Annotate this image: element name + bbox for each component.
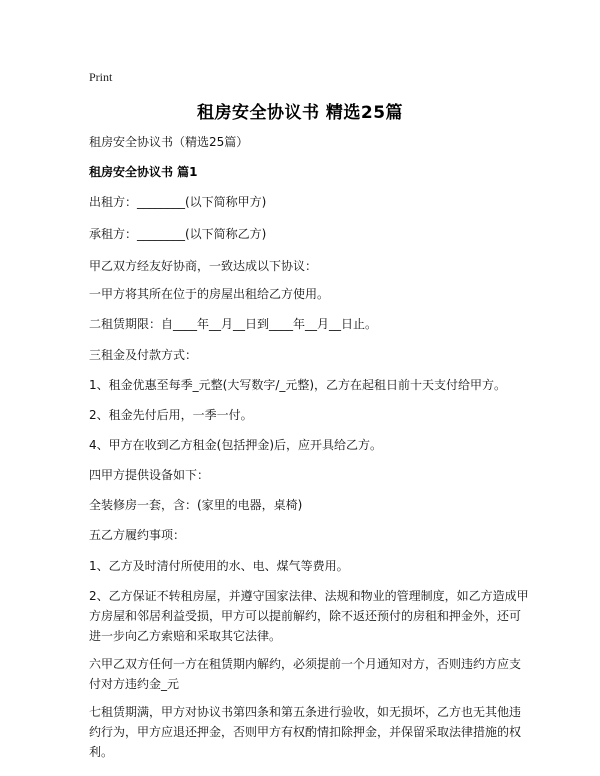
paragraph: 1、租金优惠至每季_元整(大写数字/_元整)，乙方在起租日前十天支付给甲方。: [89, 378, 507, 392]
paragraph: 五乙方履约事项：: [89, 528, 186, 542]
paragraph: 2、乙方保证不转租房屋，并遵守国家法律、法规和物业的管理制度，如乙方造成甲方房屋和邻居利益受损，甲方可以提前解约，除不返还预付的房租和押金外，还可进一步向乙方索赔和采取其它法律。: [89, 589, 529, 643]
paragraph: 租房安全协议书（精选25篇）: [89, 135, 249, 149]
paragraph: 一甲方将其所在位于的房屋出租给乙方使用。: [89, 287, 330, 301]
paragraph: 甲乙双方经友好协商，一致达成以下协议：: [89, 259, 318, 273]
section-heading: 租房安全协议书 篇1: [89, 165, 198, 179]
paragraph: 承租方：________(以下简称乙方): [89, 227, 267, 241]
print-label: Print: [89, 70, 113, 84]
paragraph: 2、租金先付后用，一季一付。: [89, 408, 253, 422]
page-title: 租房安全协议书 精选25篇: [196, 103, 404, 123]
paragraph: 三租金及付款方式：: [89, 348, 198, 362]
paragraph: 4、甲方在收到乙方租金(包括押金)后，应开具给乙方。: [89, 438, 383, 452]
paragraph: 全装修房一套，含：(家里的电器，桌椅): [89, 498, 303, 512]
paragraph: 1、乙方及时清付所使用的水、电、煤气等费用。: [89, 559, 349, 573]
paragraph: 七租赁期满，甲方对协议书第四条和第五条进行验收，如无损坏，乙方也无其他违约行为，甲方应退还押金，否则甲方有权酌情扣除押金，并保留采取法律措施的权利。: [89, 705, 522, 759]
document-body: [89, 132, 529, 762]
paragraph: 出租方：________(以下简称甲方): [89, 195, 267, 209]
paragraph: 四甲方提供设备如下：: [89, 468, 210, 482]
paragraph: 六甲乙双方任何一方在租赁期内解约，必须提前一个月通知对方，否则违约方应支付对方违约金_元: [89, 657, 522, 691]
paragraph: 二租赁期限：自____年__月__日到____年__月__日止。: [89, 317, 378, 331]
